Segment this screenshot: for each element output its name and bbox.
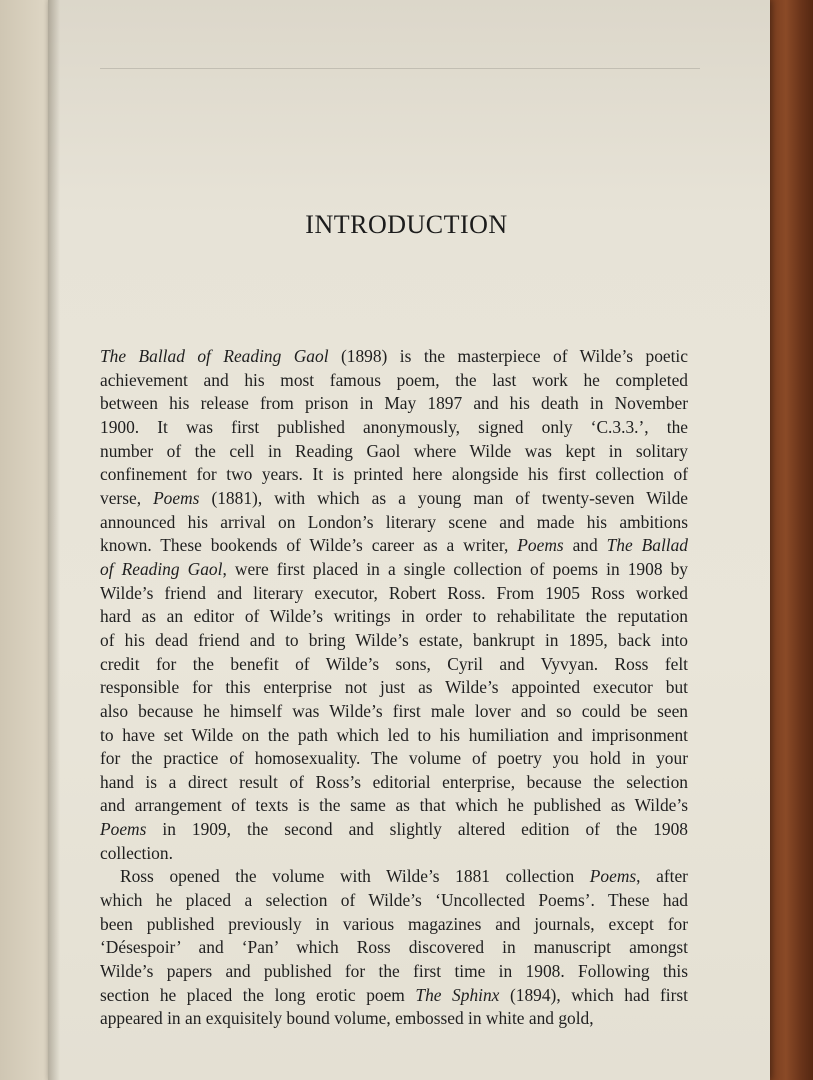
text-line: number of the cell in Reading Gaol where Wilde was kept in solitary [100, 440, 688, 461]
text-line: verse, Poems (1881), with which as a young man of twenty-seven Wilde [100, 487, 688, 508]
text-line: Wilde’s papers and published for the first time in 1908. Following this [100, 961, 688, 982]
page-title: INTRODUCTION [305, 210, 508, 239]
text-line: of Reading Gaol, were first placed in a single collection of poems in 1908 by [100, 558, 688, 579]
text-line: responsible for this enterprise not just as Wilde’s appointed executor but [100, 677, 688, 698]
text-line: Poems in 1909, the second and slightly altered edition of the 1908 [100, 819, 688, 840]
text-line: for the practice of homosexuality. The volume of poetry you hold in your [100, 748, 688, 769]
text-line: been published previously in various magazines and journals, except for [100, 913, 688, 934]
text-line: of his dead friend and to bring Wilde’s estate, bankrupt in 1895, back into [100, 629, 688, 650]
paragraph-2 [100, 865, 688, 1031]
text-line: Wilde’s friend and literary executor, Robert Ross. From 1905 Ross worked [100, 582, 688, 603]
introduction-body [100, 345, 688, 1031]
text-line: appeared in an exquisitely bound volume, embossed in white and gold, [100, 1008, 594, 1029]
text-line: and arrangement of texts is the same as that which he published as Wilde’s [100, 795, 688, 816]
text-line: confinement for two years. It is printed here alongside his first collection of [100, 464, 688, 485]
text-line: known. These bookends of Wilde’s career as a writer, Poems and The Ballad [100, 535, 689, 556]
text-line: between his release from prison in May 1897 and his death in November [100, 393, 688, 414]
text-line: hard as an editor of Wilde’s writings in order to rehabilitate the reputation [100, 606, 688, 627]
text-line: The Ballad of Reading Gaol (1898) is the masterpiece of Wilde’s poetic [100, 346, 688, 366]
text-line: collection. [100, 842, 173, 863]
text-line: also because he himself was Wilde’s first male lover and so could be seen [100, 700, 688, 721]
text-line: ‘Désespoir’ and ‘Pan’ which Ross discovered in manuscript amongst [100, 937, 688, 958]
text-line: to have set Wilde on the path which led to his humiliation and imprisonment [100, 724, 688, 745]
text-line: hand is a direct result of Ross’s editorial enterprise, because the selection [100, 771, 688, 792]
paragraph-1 [100, 345, 688, 865]
text-line: credit for the benefit of Wilde’s sons, Cyril and Vyvyan. Ross felt [100, 653, 688, 674]
text-line: section he placed the long erotic poem The Sphinx (1894), which had first [100, 984, 688, 1005]
text-line: which he placed a selection of Wilde’s ‘Uncollected Poems’. These had [100, 890, 688, 911]
text-line: Ross opened the volume with Wilde’s 1881 collection Poems, after [120, 866, 688, 887]
text-line: achievement and his most famous poem, the last work he completed [100, 369, 688, 390]
show-through-rule [100, 68, 700, 69]
page-gutter-shadow [48, 0, 60, 1080]
text-line: announced his arrival on London’s literary scene and made his ambitions [100, 511, 688, 532]
text-line: 1900. It was first published anonymously, signed only ‘C.3.3.’, the [100, 416, 688, 437]
